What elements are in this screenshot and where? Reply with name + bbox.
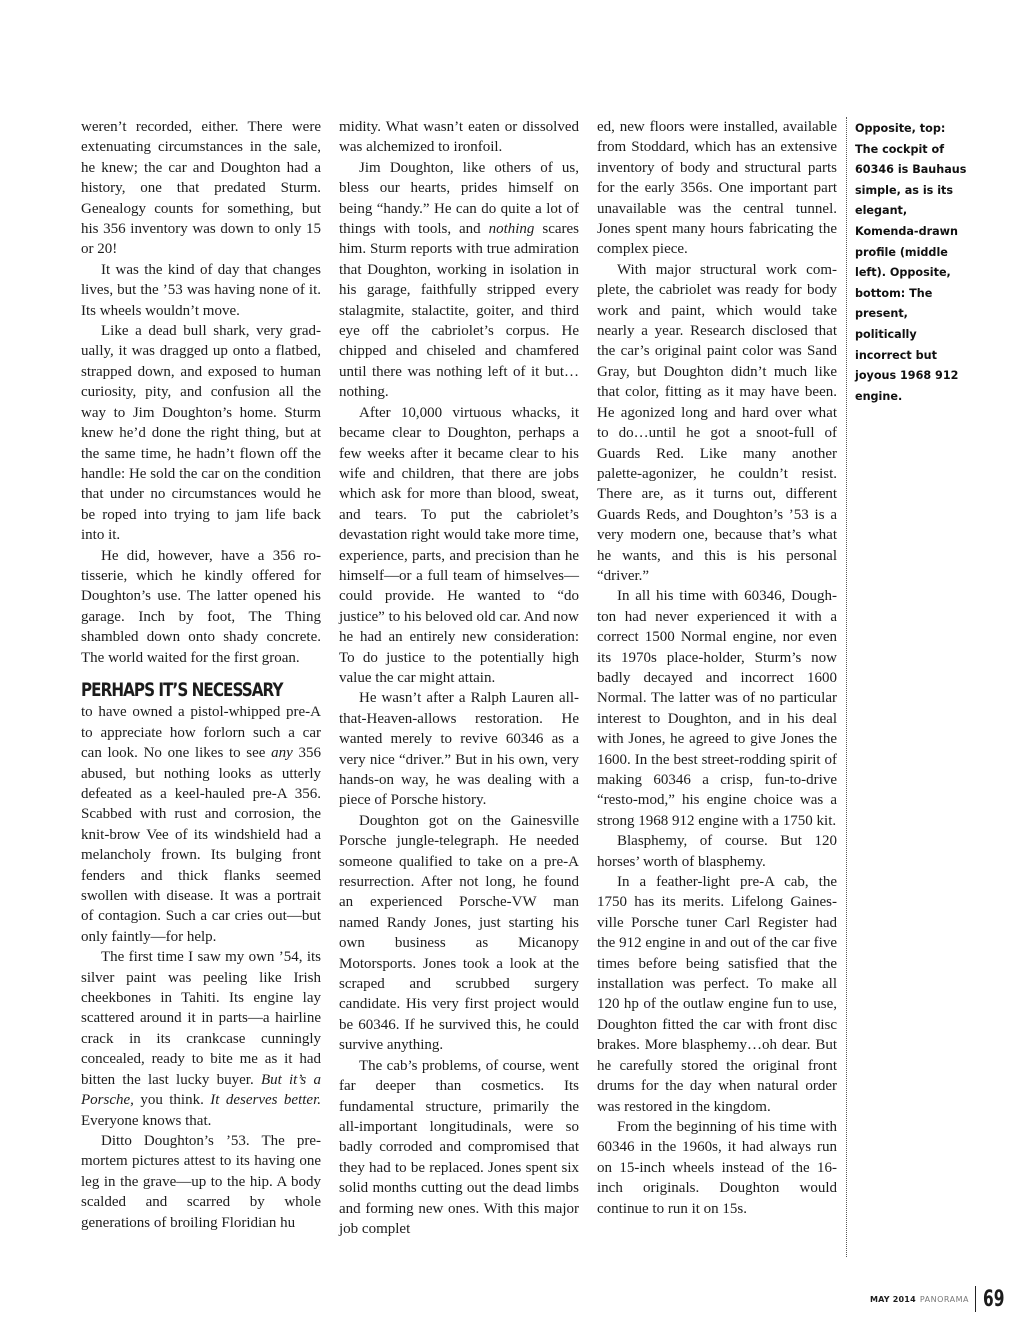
page-footer [870, 1284, 1014, 1314]
article-column-1 [81, 117, 321, 1233]
paragraph: He did, however, have a 356 rotisserie, which he kindly offered for Doughton’s use. The latter opened his garage. Inch by foot, The Thing shambled down onto shady concrete. The world waited for the first groan. [81, 547, 321, 666]
paragraph: The first time I saw my own ’54, its silver paint was peeling like Irish cheekbones in Tahiti. Its engine lay scattered around it in parts—a hairline crack in its crankcase cunningly concealed, ready to bite me as it had bitten the last lucky buyer. But it’s a Porsche, you think. It deserves better. Everyone knows that. [81, 949, 321, 1129]
paragraph: weren’t recorded, either. There were extenuating circumstances in the sale, he knew; the car and Doughton had a history, one that predated Sturm. Genealogy counts for something, but his 356 inventory was down to only 15 or 20! [81, 119, 321, 258]
paragraph: The cab’s problems, of course, went far deeper than cosmetics. Its fundamental structure, primarily the all-important longitudinals, were so badly corroded and compromised that they had to be replaced. Jones spent six solid months cutting out the dead limbs and forming new ones. With this major job complet [339, 1057, 579, 1237]
paragraph: It was the kind of day that changes lives, but the ’53 was having none of it. Its wheels wouldn’t move. [81, 261, 321, 319]
paragraph: Jim Doughton, like others of us, bless our hearts, prides himself on being “handy.” He can do quite a lot of things with tools, and nothing scares him. Sturm reports with true admiration that Doughton, working in isolation in his garage, faithfully stripped every stalagmite, stalactite, goiter, and third eye off the cabriolet’s corpus. He chipped and chiseled and chamfered until there was nothing left of it but…nothing. [339, 159, 579, 401]
article-column-3 [597, 117, 837, 1219]
run-in-heading: PERHAPS IT’S NECESSARY [81, 678, 283, 701]
paragraph: midity. What wasn’t eaten or dissolved was alchemized to ironfoil. [339, 119, 579, 156]
paragraph: In all his time with 60346, Doughton had never experienced it with a correct 1500 Normal engine, nor even its 1970s place-holder, Sturm’s now badly decayed and incorrect 1600 Normal. The latter was of no particular interest to Doughton, and in his deal with Jones, he agreed to give Jones the 1600. In the best street-rodding spirit of making 60346 a crisp, fun-to-drive “resto-mod,” his engine choice was a strong 1968 912 engine with a 1750 kit. [597, 588, 837, 829]
section-paragraph: PERHAPS IT’S NECESSARY to have owned a pistol-whipped pre-A to appreciate how forlorn such a car can look. No one likes to see any 356 abused, but nothing looks as utterly defeated as a keel-hauled pre-A 356. Scabbed with rust and corrosion, the knit-brow Vee of its windshield had a melancholy frown. Its bulging front fenders and thick flanks seemed swollen with disease. It was a portrait of contagion. Such a car cries out—but only faintly—for help. [81, 678, 322, 945]
paragraph: In a feather-light pre-A cab, the 1750 has its merits. Lifelong Gainesville Porsche tuner Carl Register had the 912 engine in and out of the car five times before being satisfied that the installation was perfect. To make all 120 hp of the outlaw engine fun to use, Doughton fitted the car with front disc brakes. More blasphemy…oh dear. But he carefully stored the original front drums for the day when natural order was restored in the kingdom. [597, 874, 837, 1115]
paragraph: Like a dead bull shark, very gradually, it was dragged up onto a flatbed, strapped down, and exposed to human curiosity, pity, and confusion all the way to Jim Doughton’s home. Sturm knew he’d done the right thing, but at the same time, he hadn’t flown off the handle: He sold the car on the condition that under no circumstances would he be roped into trying to jam life back into it. [81, 323, 321, 544]
paragraph: Blasphemy, of course. But 120 horses’ worth of blasphemy. [597, 833, 837, 870]
magazine-name: PANORAMA [919, 1294, 969, 1304]
paragraph: ed, new floors were installed, available from Stoddard, which has an extensive inventory of body and structural parts for the early 356s. One important part unavailable was the central tunnel. Jones spent many hours fabricating the complex piece. [597, 119, 837, 258]
article-column-2 [339, 117, 579, 1239]
paragraph: After 10,000 virtuous whacks, it became clear to Doughton, perhaps a few weeks after it became clear to his wife and children, that there are jobs which ask for more than blood, sweat, and tears. To put the cabriolet’s devastation right would take more time, experience, parts, and precision than he himself—or a full team of himselves—could provide. He wanted to “do justice” to his beloved old car. And now he had an entirely new consideration: To do justice to the potentially high value the car might attain. [339, 404, 579, 686]
paragraph: Doughton got on the Gainesville Porsche jungle-telegraph. He needed someone qualified to take on a pre-A resurrection. After not long, he found an experienced Porsche-VW man named Randy Jones, just starting his own business as Micanopy Motorsports. Jones took a look at the scraped and scrubbed surgery candidate. His very first project would be 60346. If he survived this, he could survive anything. [339, 812, 579, 1054]
page-number: 69 [983, 1286, 1005, 1312]
paragraph: Ditto Doughton’s ’53. The premortem pictures attest to its having one leg in the grave—up to the hip. A body scalded and scarred by whole generations of broiling Floridian hu [81, 1132, 321, 1231]
photo-caption: Opposite, top: The cockpit of 60346 is Bauhaus simple, as is its elegant, Komenda-drawn profile (middle left). Opposite, bottom: The present, politically incorrect but joyous 1968 912 engine. [855, 122, 967, 403]
paragraph: He wasn’t after a Ralph Lauren all-that-Heaven-allows restoration. He wanted merely to revive 60346 as a very nice “driver.” But in his own, very hands-on way, he was dealing with a piece of Porsche history. [339, 690, 579, 809]
issue-date: MAY 2014 [870, 1294, 916, 1304]
caption-divider [846, 117, 847, 1257]
paragraph: With major structural work complete, the cabriolet was ready for body work and paint, which would take nearly a year. Research disclosed that the car’s original paint color was Sand Gray, but Doughton didn’t much like that color, fitting as it may have been. He agonized long and hard over what to do…until he got a snoot-full of Guards Red. Like many another palette-agonizer, he couldn’t resist. There are, as it turns out, different Guards Reds, and Doughton’s ’53 is a very modern one, because that’s what he wants, and this is his personal “driver.” [597, 261, 837, 584]
paragraph: From the beginning of his time with 60346 in the 1960s, it had always run on 15-inch wheels instead of the 16-inch originals. Doughton would continue to run it on 15s. [597, 1118, 837, 1217]
footer-divider [975, 1286, 976, 1312]
